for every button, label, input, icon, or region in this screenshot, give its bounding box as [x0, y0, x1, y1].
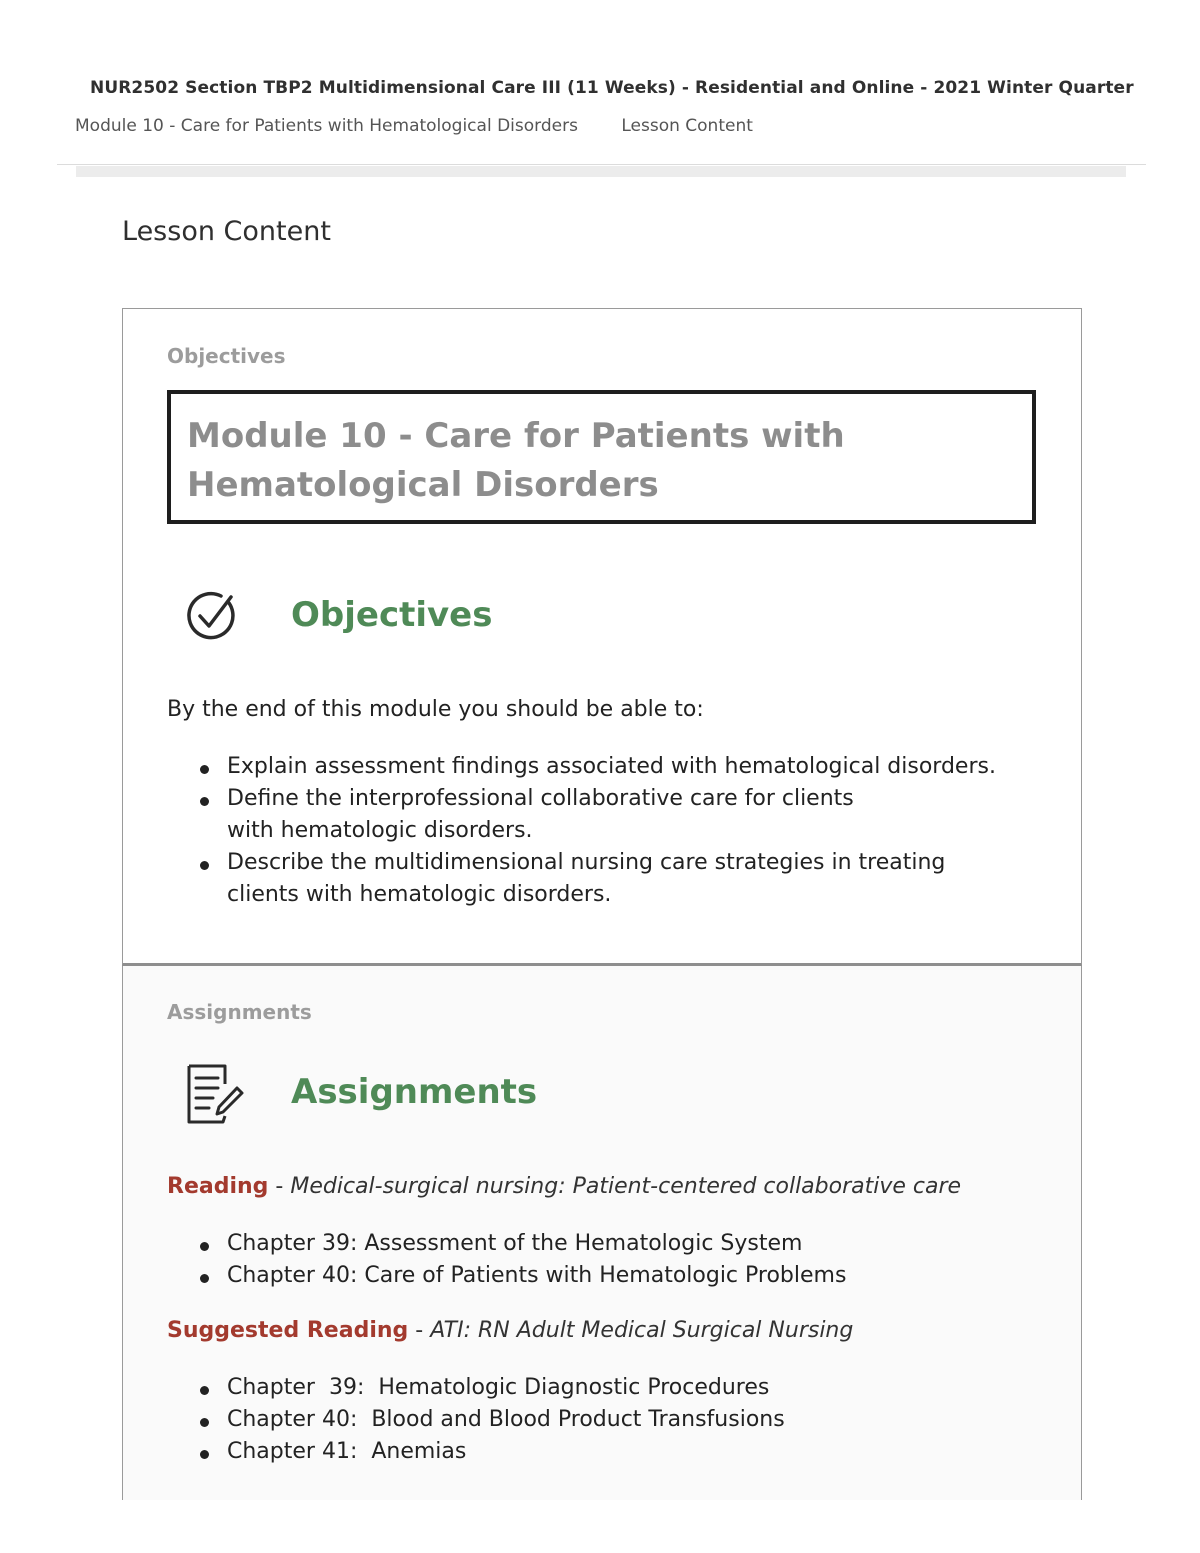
assignments-heading: Assignments: [291, 1072, 538, 1112]
assignments-panel: [122, 966, 1082, 1500]
breadcrumb: [75, 116, 753, 136]
suggested-reading-separator: -: [408, 1318, 431, 1343]
module-title: [187, 412, 1016, 510]
suggested-reading-book: ATI: RN Adult Medical Surgical Nursing: [430, 1318, 854, 1343]
reading-chapter-item: Chapter 40: Care of Patients with Hematologic Problems: [183, 1260, 1023, 1292]
module-title-line2: Hematological Disorders: [187, 465, 659, 505]
objective-item: Describe the multidimensional nursing care strategies in treating clients with hematologic disorders.: [183, 847, 1023, 911]
objectives-section-label: Objectives: [167, 344, 286, 368]
header-bar: [76, 166, 1126, 177]
module-title-line1: Module 10 - Care for Patients with: [187, 416, 845, 456]
suggested-chapter-item: Chapter 39: Hematologic Diagnostic Procedures: [183, 1372, 1023, 1404]
suggested-chapter-item: Chapter 40: Blood and Blood Product Transfusions: [183, 1404, 1023, 1436]
breadcrumb-module-link[interactable]: Module 10 - Care for Patients with Hematological Disorders: [75, 116, 578, 136]
objectives-intro: By the end of this module you should be able to:: [167, 697, 704, 722]
document-pen-icon: [185, 1062, 245, 1130]
objectives-list: [183, 751, 1023, 911]
reading-label: Reading: [167, 1174, 269, 1199]
suggested-chapter-item: Chapter 41: Anemias: [183, 1436, 1023, 1468]
suggested-reading-line: [167, 1318, 853, 1343]
reading-chapters-list: [183, 1228, 1023, 1292]
suggested-reading-label: Suggested Reading: [167, 1318, 409, 1343]
reading-separator: -: [268, 1174, 291, 1199]
page-title: Lesson Content: [122, 216, 331, 247]
breadcrumb-current: Lesson Content: [621, 116, 753, 136]
suggested-chapters-list: [183, 1372, 1023, 1468]
objectives-heading: Objectives: [291, 595, 493, 635]
reading-chapter-item: Chapter 39: Assessment of the Hematologic System: [183, 1228, 1023, 1260]
objective-item: Define the interprofessional collaborative care for clients with hematologic disorders.: [183, 783, 1023, 847]
course-title: NUR2502 Section TBP2 Multidimensional Care III (11 Weeks) - Residential and Online - 2021 Winter Quarter: [90, 78, 1134, 98]
objectives-panel: [122, 308, 1082, 966]
objective-item: Explain assessment findings associated with hematological disorders.: [183, 751, 1023, 783]
reading-book: Medical-surgical nursing: Patient-centered collaborative care: [290, 1174, 962, 1199]
reading-line: [167, 1174, 961, 1199]
header-divider: [57, 164, 1146, 165]
module-title-box: [167, 390, 1036, 524]
check-circle-icon: [185, 589, 239, 647]
assignments-section-label: Assignments: [167, 1000, 312, 1024]
